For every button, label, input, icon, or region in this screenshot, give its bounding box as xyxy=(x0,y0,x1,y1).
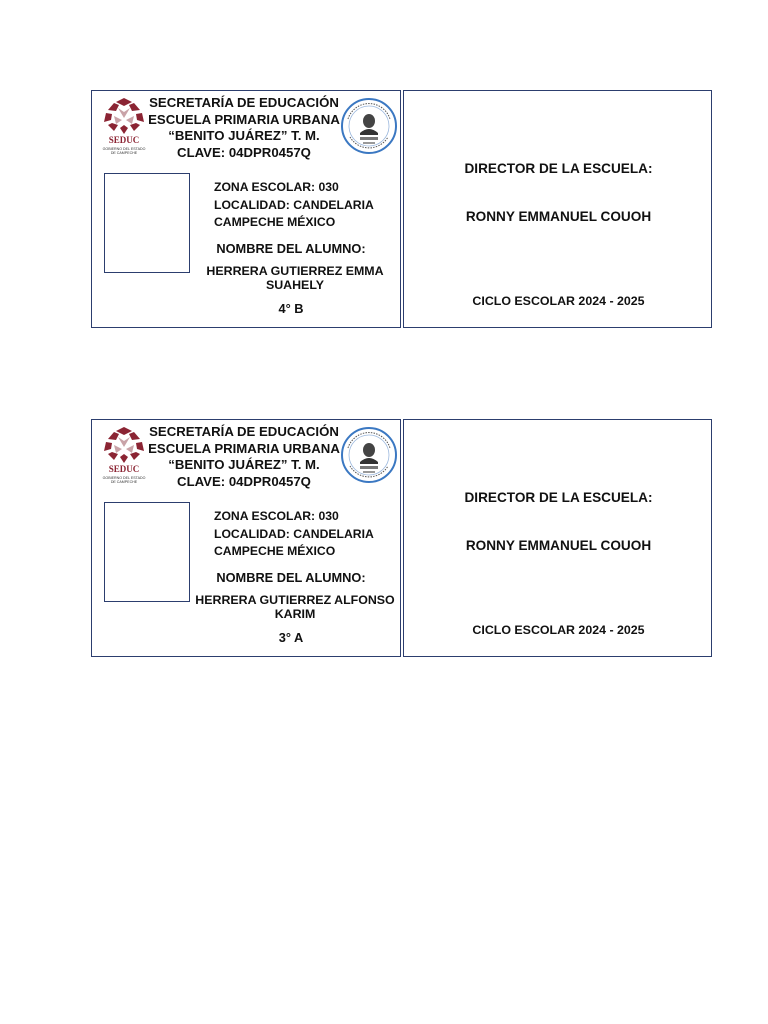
director-name: RONNY EMMANUEL COUOH xyxy=(465,538,652,553)
school-location xyxy=(214,179,374,232)
localidad-text: LOCALIDAD: CANDELARIA xyxy=(214,526,374,541)
school-name: “BENITO JUÁREZ” T. M. xyxy=(168,457,320,473)
id-card-front xyxy=(91,419,401,657)
alumno-label: NOMBRE DEL ALUMNO: xyxy=(216,570,366,585)
id-card-front xyxy=(91,90,401,328)
school-header xyxy=(148,95,340,161)
seduc-logo xyxy=(94,423,154,485)
school-location xyxy=(214,508,374,561)
escuela-text: ESCUELA PRIMARIA URBANA xyxy=(148,111,340,127)
seduc-wordmark: SEDUC xyxy=(108,135,140,145)
student-grade: 3° A xyxy=(278,630,304,645)
estado-text: CAMPECHE MÉXICO xyxy=(214,544,336,558)
secretaria-text: SECRETARÍA DE EDUCACIÓN xyxy=(149,95,339,110)
school-clave: CLAVE: 04DPR0457Q xyxy=(177,473,311,489)
svg-text:DE CAMPECHE: DE CAMPECHE xyxy=(110,151,138,155)
escuela-text: ESCUELA PRIMARIA URBANA xyxy=(148,440,340,456)
school-name: “BENITO JUÁREZ” T. M. xyxy=(168,128,320,144)
seduc-wordmark: SEDUC xyxy=(108,464,140,474)
school-header xyxy=(148,424,340,490)
director-name: RONNY EMMANUEL COUOH xyxy=(465,209,652,224)
photo-placeholder xyxy=(104,173,190,273)
svg-text:GOBIERNO DEL ESTADO: GOBIERNO DEL ESTADO xyxy=(102,147,146,151)
school-year: CICLO ESCOLAR 2024 - 2025 xyxy=(472,623,645,637)
estado-text: CAMPECHE MÉXICO xyxy=(214,215,336,229)
student-grade: 4° B xyxy=(278,301,304,316)
school-clave: CLAVE: 04DPR0457Q xyxy=(177,144,311,160)
secretaria-text: SECRETARÍA DE EDUCACIÓN xyxy=(149,424,339,439)
localidad-text: LOCALIDAD: CANDELARIA xyxy=(214,197,374,212)
alumno-label: NOMBRE DEL ALUMNO: xyxy=(216,241,366,256)
director-label: DIRECTOR DE LA ESCUELA: xyxy=(464,161,653,176)
student-name: HERRERA GUTIERREZ ALFONSO KARIM xyxy=(195,593,395,621)
zona-text: ZONA ESCOLAR: 030 xyxy=(214,180,339,194)
seduc-logo xyxy=(94,94,154,156)
director-label: DIRECTOR DE LA ESCUELA: xyxy=(464,490,653,505)
school-seal xyxy=(340,426,398,484)
zona-text: ZONA ESCOLAR: 030 xyxy=(214,509,339,523)
svg-text:GOBIERNO DEL ESTADO: GOBIERNO DEL ESTADO xyxy=(102,476,146,480)
id-card-back xyxy=(403,419,712,657)
photo-placeholder xyxy=(104,502,190,602)
id-card-back xyxy=(403,90,712,328)
student-name: HERRERA GUTIERREZ EMMA SUAHELY xyxy=(206,264,384,292)
school-year: CICLO ESCOLAR 2024 - 2025 xyxy=(472,294,645,308)
svg-text:DE CAMPECHE: DE CAMPECHE xyxy=(110,480,138,484)
school-seal xyxy=(340,97,398,155)
